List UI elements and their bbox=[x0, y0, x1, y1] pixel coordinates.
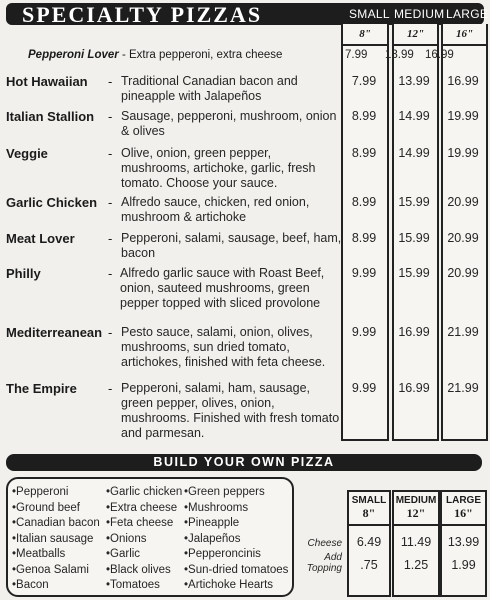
pepperoni-lover-price-large: 16.99 bbox=[425, 49, 454, 61]
price-large: 16.99 bbox=[447, 74, 479, 88]
dash: - bbox=[108, 325, 113, 340]
topping-item: •Pepperoni bbox=[12, 486, 69, 498]
topping-item: •Pineapple bbox=[184, 517, 240, 529]
price-large: 21.99 bbox=[447, 381, 479, 395]
topping-item: •Mushrooms bbox=[184, 501, 249, 514]
add-topping-label-line2: Topping bbox=[306, 563, 342, 574]
byo-large-inch: 16" bbox=[454, 506, 473, 520]
pizza-description: Olive, onion, green pepper, mushrooms, artichoke, garlic, fresh tomato. Choose your sauce. bbox=[121, 146, 316, 190]
topping-item: •Garlic chicken bbox=[106, 486, 183, 498]
pizza-name: Veggie bbox=[6, 146, 48, 161]
price-medium: 15.99 bbox=[398, 231, 430, 245]
price-small: 8.99 bbox=[351, 231, 377, 245]
pizza-description: Traditional Canadian bacon and pineapple with Jalapeños bbox=[121, 74, 298, 103]
price-large: 21.99 bbox=[447, 325, 479, 339]
topping-price-medium: 1.25 bbox=[403, 558, 429, 572]
price-large: 19.99 bbox=[447, 109, 479, 123]
small-inch-label: 8" bbox=[343, 24, 387, 46]
price-medium: 15.99 bbox=[398, 266, 430, 280]
topping-item: •Feta cheese bbox=[106, 517, 174, 529]
topping-item: •Green peppers bbox=[184, 486, 265, 498]
large-inch-label: 16" bbox=[443, 24, 486, 46]
price-large: 20.99 bbox=[447, 266, 479, 280]
build-your-own-bar bbox=[6, 454, 482, 471]
pepperoni-lover-name: Pepperoni Lover bbox=[28, 49, 119, 61]
price-small: 7.99 bbox=[351, 74, 377, 88]
pizza-description: Pesto sauce, salami, onion, olives, mushrooms, sun dried tomato, artichokes, finished with feta cheese. bbox=[121, 325, 326, 369]
topping-item: •Jalapeños bbox=[184, 532, 241, 545]
topping-item: •Meatballs bbox=[12, 548, 66, 560]
price-small: 8.99 bbox=[351, 195, 377, 209]
topping-price-small: .75 bbox=[360, 558, 378, 572]
toppings-column-3 bbox=[184, 485, 288, 594]
price-medium: 14.99 bbox=[398, 109, 430, 123]
price-small: 9.99 bbox=[351, 325, 377, 339]
cheese-price-large: 13.99 bbox=[447, 535, 480, 549]
pizza-name: Hot Hawaiian bbox=[6, 74, 88, 89]
pizza-description: Pepperoni, salami, sausage, beef, ham, bacon bbox=[121, 231, 342, 260]
dash: - bbox=[108, 381, 113, 396]
price-medium: 16.99 bbox=[398, 381, 430, 395]
topping-item: •Extra cheese bbox=[106, 501, 178, 514]
cheese-price-medium: 11.49 bbox=[400, 535, 432, 549]
topping-item: •Italian sausage bbox=[12, 532, 94, 545]
price-large: 20.99 bbox=[447, 231, 479, 245]
specialty-header-bar bbox=[6, 2, 489, 27]
pizza-description: Pepperoni, salami, ham, sausage, green pepper, olives, onion, mushrooms. Finished with fresh tomato and parmesan. bbox=[121, 381, 340, 440]
price-small: 8.99 bbox=[351, 146, 377, 160]
pizza-name: The Empire bbox=[6, 381, 77, 396]
pepperoni-lover-line bbox=[28, 49, 282, 61]
size-small-label: SMALL bbox=[349, 7, 390, 21]
price-large: 19.99 bbox=[447, 146, 479, 160]
topping-item: •Bacon bbox=[12, 579, 49, 591]
topping-item: •Genoa Salami bbox=[12, 563, 89, 576]
dash: - bbox=[108, 74, 113, 89]
toppings-box bbox=[6, 477, 294, 597]
pepperoni-lover-desc: - Extra pepperoni, extra cheese bbox=[121, 49, 283, 61]
pizza-description: Alfredo garlic sauce with Roast Beef, onion, sauteed mushrooms, green pepper topped with sliced provolone bbox=[120, 266, 325, 310]
price-small: 9.99 bbox=[351, 381, 377, 395]
topping-item: •Black olives bbox=[106, 563, 171, 576]
pizza-description: Alfredo sauce, chicken, red onion, mushroom & artichoke bbox=[121, 195, 310, 224]
toppings-column-2 bbox=[106, 485, 182, 594]
topping-price-large: 1.99 bbox=[451, 558, 476, 572]
pizza-name: Italian Stallion bbox=[6, 109, 95, 124]
price-large: 20.99 bbox=[447, 195, 479, 209]
price-medium: 16.99 bbox=[398, 325, 430, 339]
pizza-name: Mediterreanean bbox=[6, 325, 103, 340]
dash: - bbox=[108, 266, 113, 281]
topping-item: •Artichoke Hearts bbox=[184, 579, 274, 591]
topping-item: •Onions bbox=[106, 532, 147, 545]
topping-item: •Sun-dried tomatoes bbox=[184, 563, 289, 576]
dash: - bbox=[108, 146, 113, 161]
toppings-column-1 bbox=[12, 485, 100, 594]
dash: - bbox=[108, 195, 113, 210]
byo-medium-head bbox=[394, 492, 438, 526]
pizza-name: Philly bbox=[6, 266, 41, 281]
price-medium: 15.99 bbox=[398, 195, 430, 209]
pepperoni-lover-price-medium: 13.99 bbox=[385, 49, 414, 61]
specialty-title: SPECIALTY PIZZAS bbox=[22, 2, 263, 27]
topping-item: •Ground beef bbox=[12, 501, 80, 514]
byo-small-inch: 8" bbox=[362, 506, 376, 520]
dash: - bbox=[108, 109, 113, 124]
topping-item: •Garlic bbox=[106, 548, 141, 560]
price-small: 8.99 bbox=[351, 109, 377, 123]
dash: - bbox=[108, 231, 113, 246]
pizza-name: Garlic Chicken bbox=[6, 195, 98, 210]
medium-inch-label: 12" bbox=[394, 24, 437, 46]
topping-item: •Pepperoncinis bbox=[184, 548, 261, 560]
byo-medium-inch: 12" bbox=[406, 506, 426, 520]
topping-item: •Tomatoes bbox=[106, 579, 160, 591]
byo-large-head bbox=[442, 492, 485, 526]
size-large-label: LARGE bbox=[446, 7, 489, 21]
add-topping-label-line1: Add bbox=[324, 552, 342, 563]
byo-small-head bbox=[349, 492, 389, 526]
byo-small-label: SMALL bbox=[351, 495, 387, 506]
price-medium: 14.99 bbox=[398, 146, 430, 160]
price-small: 9.99 bbox=[351, 266, 377, 280]
cheese-price-small: 6.49 bbox=[356, 535, 382, 549]
pizza-name: Meat Lover bbox=[6, 231, 75, 246]
pizza-description: Sausage, pepperoni, mushroom, onion & olives bbox=[121, 109, 337, 138]
topping-item: •Canadian bacon bbox=[12, 517, 100, 529]
size-medium-label: MEDIUM bbox=[394, 7, 445, 21]
byo-large-label: LARGE bbox=[446, 495, 481, 506]
build-your-own-title: BUILD YOUR OWN PIZZA bbox=[153, 455, 335, 469]
cheese-label: Cheese bbox=[307, 538, 342, 549]
byo-medium-label: MEDIUM bbox=[395, 495, 437, 506]
price-medium: 13.99 bbox=[398, 74, 430, 88]
pepperoni-lover-price-small: 7.99 bbox=[345, 49, 368, 61]
